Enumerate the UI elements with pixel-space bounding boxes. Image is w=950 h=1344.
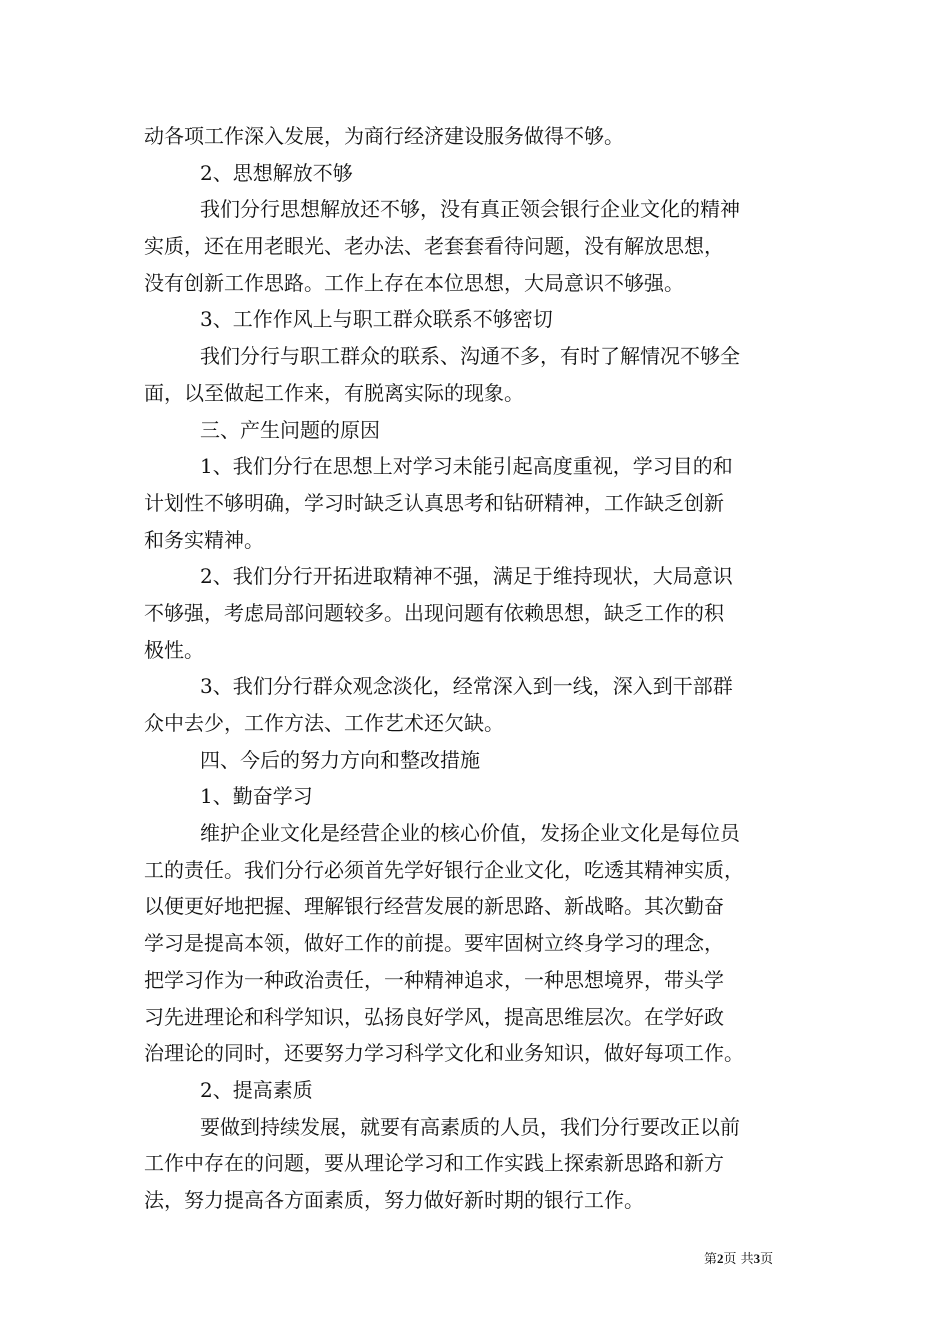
document-body (144, 118, 809, 1219)
text-line: 面，以至做起工作来，有脱离实际的现象。 (144, 380, 524, 405)
text-line: 众中去少，工作方法、工作艺术还欠缺。 (144, 711, 504, 735)
text-line: 没有创新工作思路。工作上存在本位思想，大局意识不够强。 (144, 270, 684, 295)
text-line: 工的责任。我们分行必须首先学好银行企业文化，吃透其精神实质， (144, 857, 744, 882)
text-line: 1、我们分行在思想上对学习未能引起高度重视，学习目的和 (200, 454, 733, 479)
page-footer (704, 1248, 814, 1267)
text-line: 把学习作为一种政治责任，一种精神追求，一种思想境界，带头学 (144, 967, 724, 992)
text-line: 治理论的同时，还要努力学习科学文化和业务知识，做好每项工作。 (144, 1041, 744, 1066)
text-line: 工作中存在的问题，要从理论学习和工作实践上探索新思路和新方 (144, 1151, 724, 1176)
text-line: 我们分行与职工群众的联系、沟通不多，有时了解情况不够全 (200, 344, 740, 369)
text-line: 维护企业文化是经营企业的核心价值，发扬企业文化是每位员 (200, 821, 740, 846)
text-line: 2、我们分行开拓进取精神不强，满足于维持现状，大局意识 (200, 564, 733, 589)
text-line: 2、提高素质 (200, 1077, 313, 1102)
text-line: 我们分行思想解放还不够，没有真正领会银行企业文化的精神 (200, 197, 740, 222)
footer-suffix: 页 (760, 1252, 774, 1267)
text-line: 动各项工作深入发展，为商行经济建设服务做得不够。 (144, 124, 624, 148)
text-line: 极性。 (144, 637, 204, 662)
text-line: 3、工作作风上与职工群众联系不够密切 (200, 307, 553, 332)
text-line: 不够强，考虑局部问题较多。出现问题有依赖思想，缺乏工作的积 (144, 600, 724, 625)
text-line: 法，努力提高各方面素质，努力做好新时期的银行工作。 (144, 1187, 644, 1212)
text-line: 要做到持续发展，就要有高素质的人员，我们分行要改正以前 (200, 1114, 740, 1139)
text-line: 2、思想解放不够 (200, 160, 353, 185)
text-line: 计划性不够明确，学习时缺乏认真思考和钻研精神，工作缺乏创新 (144, 490, 724, 515)
footer-prefix: 第 (704, 1252, 718, 1267)
text-line: 四、今后的努力方向和整改措施 (200, 747, 480, 772)
text-line: 3、我们分行群众观念淡化，经常深入到一线，深入到干部群 (200, 674, 733, 699)
text-line: 和务实精神。 (144, 527, 264, 552)
text-line: 习先进理论和科学知识，弘扬良好学风，提高思维层次。在学好政 (144, 1004, 724, 1029)
footer-current-page: 2 (717, 1251, 724, 1266)
text-line: 1、勤奋学习 (200, 784, 313, 809)
text-line: 学习是提高本领，做好工作的前提。要牢固树立终身学习的理念， (144, 931, 724, 956)
text-line: 三、产生问题的原因 (200, 417, 380, 442)
footer-middle: 页 共 (723, 1252, 754, 1267)
footer-total-pages: 3 (753, 1251, 761, 1266)
text-line: 以便更好地把握、理解银行经营发展的新思路、新战略。其次勤奋 (144, 894, 724, 919)
text-line: 实质，还在用老眼光、老办法、老套套看待问题，没有解放思想， (144, 234, 724, 259)
